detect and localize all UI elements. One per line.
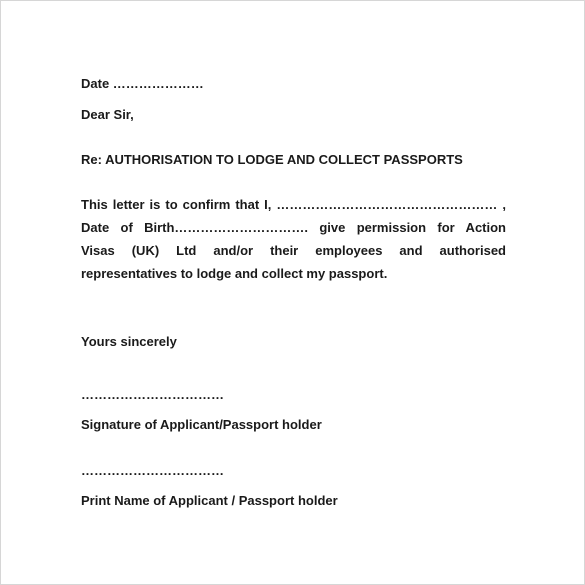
body-line-2: Date of Birth…………………………. give permission for Action	[81, 220, 506, 235]
signature-label: Signature of Applicant/Passport holder	[81, 417, 322, 432]
body-paragraph	[81, 193, 506, 285]
signature-dots: ……………………………	[81, 387, 224, 402]
subject-line: Re: AUTHORISATION TO LODGE AND COLLECT PASSPORTS	[81, 152, 463, 167]
print-name-dots: ……………………………	[81, 463, 224, 478]
date-line: Date …………………	[81, 76, 204, 91]
body-line-4: representatives to lodge and collect my passport.	[81, 266, 388, 281]
print-name-label: Print Name of Applicant / Passport holder	[81, 493, 338, 508]
body-line-3: Visas (UK) Ltd and/or their employees and authorised	[81, 243, 506, 258]
closing: Yours sincerely	[81, 334, 177, 349]
salutation: Dear Sir,	[81, 107, 134, 122]
body-line-1: This letter is to confirm that I, …………………………………………… ,	[81, 197, 506, 212]
